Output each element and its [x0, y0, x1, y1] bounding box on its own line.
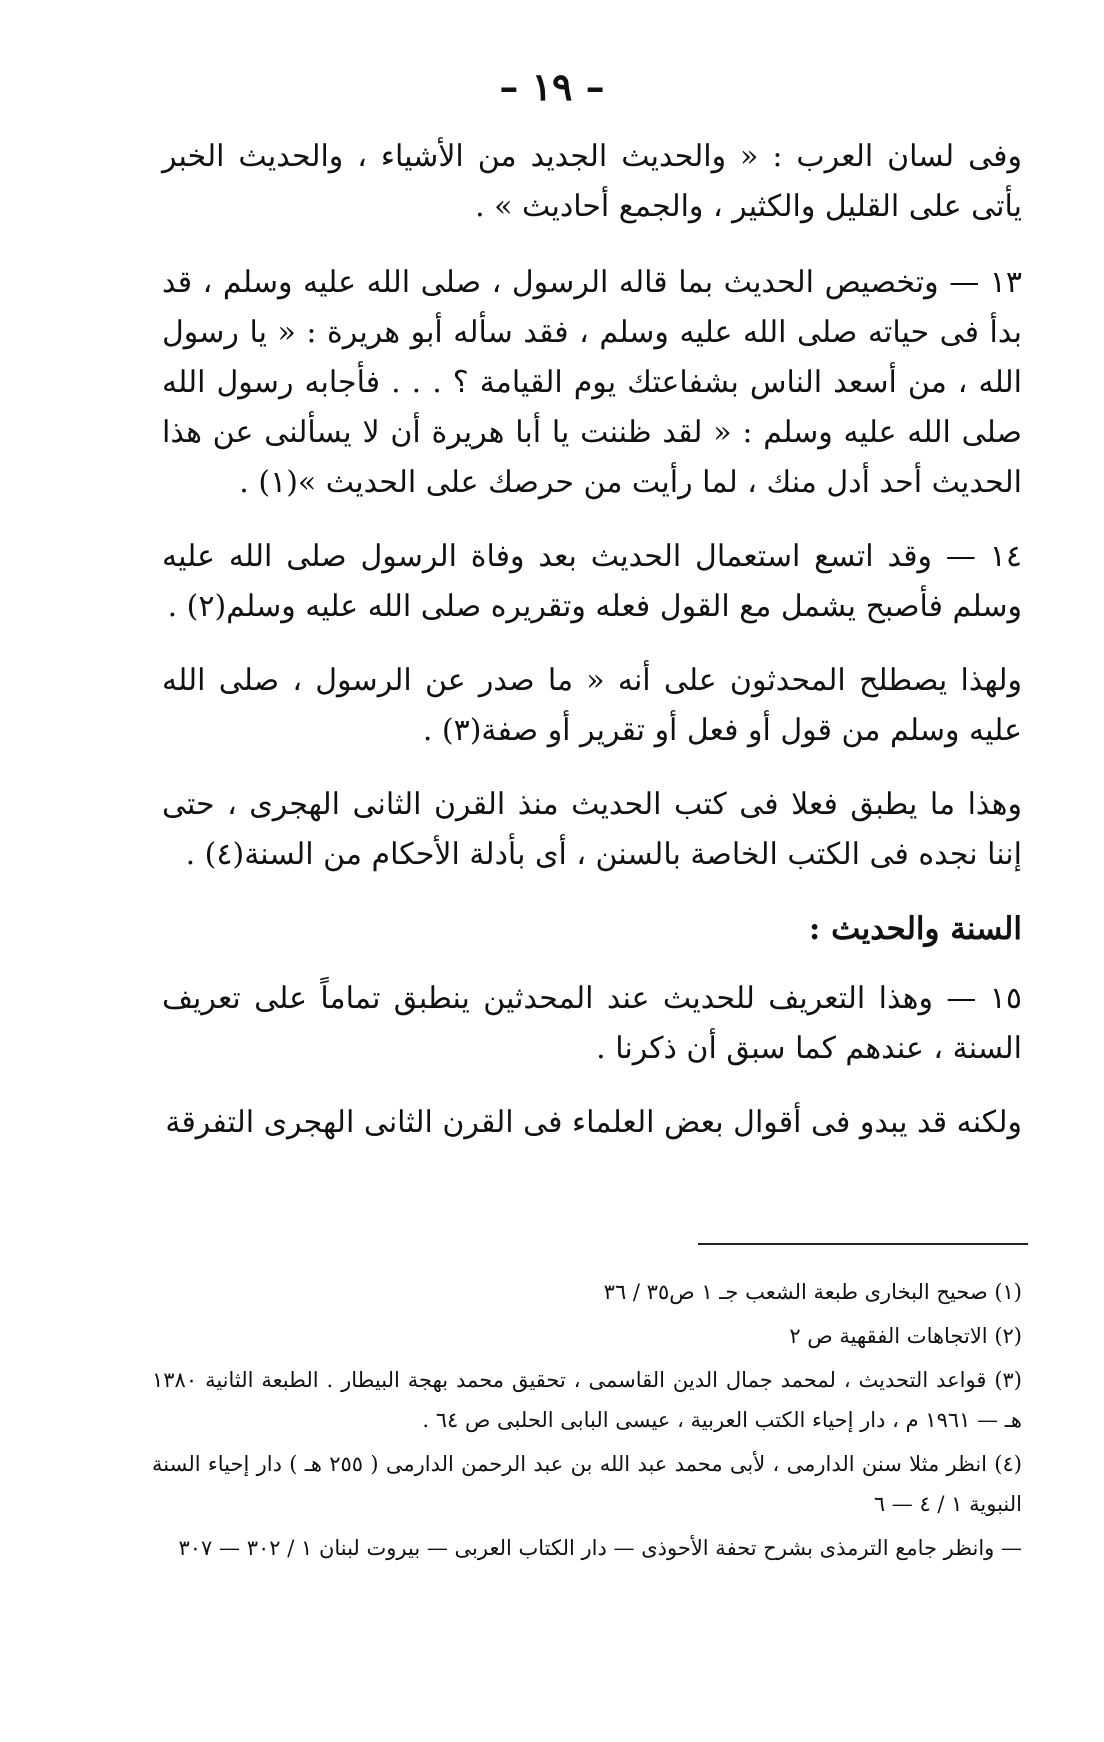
- footnotes: [152, 1272, 1022, 1572]
- section-heading: السنة والحديث :: [808, 911, 1022, 947]
- page-number: – ١٩ –: [499, 64, 605, 109]
- footnote-4: (٤) انظر مثلا سنن الدارمى ، لأبى محمد عبد الله بن عبد الرحمن الدارمى ( ٢٥٥ هـ ) دار إحياء السنة النبوية ١ / ٤ — ٦: [152, 1452, 1022, 1516]
- paragraph-15: ١٥ — وهذا التعريف للحديث عند المحدثين ينطبق تماماً على تعريف السنة ، عندهم كما سبق أن ذكرنا .: [162, 981, 1022, 1066]
- main-text: [162, 132, 1022, 1172]
- footnote-4-continued: — وانظر جامع الترمذى بشرح تحفة الأحوذى — دار الكتاب العربى — بيروت لبنان ١ / ٣٠٢ — ٣٠٧: [178, 1536, 1022, 1560]
- footnote-3: (٣) قواعد التحديث ، لمحمد جمال الدين القاسمى ، تحقيق محمد بهجة البيطار . الطبعة الثانية ١٣٨٠ هـ — ١٩٦١ م ، دار إحياء الكتب العربية ، عيسى البابى الحلبى ص ٦٤ .: [152, 1368, 1022, 1432]
- paragraph-14: ١٤ — وقد اتسع استعمال الحديث بعد وفاة الرسول صلى الله عليه وسلم فأصبح يشمل مع القول فعله وتقريره صلى الله عليه وسلم(٢) .: [162, 539, 1022, 624]
- paragraph-second-century: وهذا ما يطبق فعلا فى كتب الحديث منذ القرن الثانى الهجرى ، حتى إننا نجده فى الكتب الخاصة بالسنن ، أى بأدلة الأحكام من السنة(٤) .: [162, 787, 1022, 872]
- paragraph-muhaddithun-definition: ولهذا يصطلح المحدثون على أنه « ما صدر عن الرسول ، صلى الله عليه وسلم من قول أو فعل أو تقرير أو صفة(٣) .: [162, 663, 1022, 748]
- footnote-1: (١) صحيح البخارى طبعة الشعب جـ ١ ص٣٥ / ٣٦: [603, 1280, 1022, 1304]
- footnote-2: (٢) الاتجاهات الفقهية ص ٢: [789, 1324, 1022, 1348]
- paragraph-lisan-al-arab: وفى لسان العرب : « والحديث الجديد من الأشياء ، والحديث الخبر يأتى على القليل والكثير ، والجمع أحاديث » .: [162, 139, 1022, 224]
- paragraph-continuation: ولكنه قد يبدو فى أقوال بعض العلماء فى القرن الثانى الهجرى التفرقة: [165, 1105, 1022, 1140]
- footnote-divider: [698, 1243, 1028, 1245]
- paragraph-13: ١٣ — وتخصيص الحديث بما قاله الرسول ، صلى الله عليه وسلم ، قد بدأ فى حياته صلى الله عليه وسلم ، فقد سأله أبو هريرة : « يا رسول الله ، من أسعد الناس بشفاعتك يوم القيامة ؟ . . . فأجابه رسول الله صلى الله عليه وسلم : « لقد ظننت يا أبا هريرة أن لا يسألنى عن هذا الحديث أحد أدل منك ، لما رأيت من حرصك على الحديث »(١) .: [162, 265, 1022, 500]
